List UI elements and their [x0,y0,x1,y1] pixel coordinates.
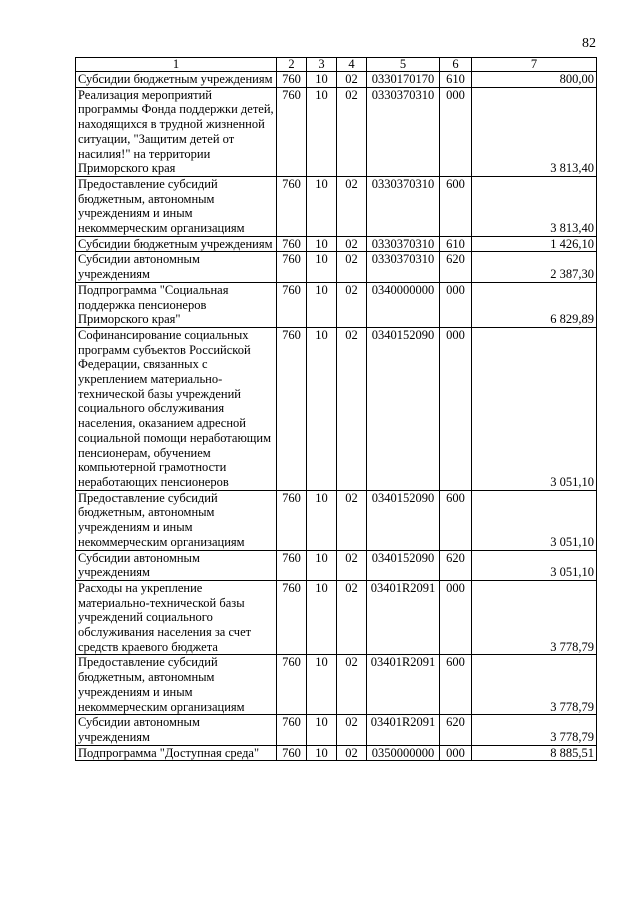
row-sum: 800,00 [472,72,597,88]
row-code-4: 02 [337,655,367,715]
row-code-4: 02 [337,252,367,282]
row-code-2: 760 [277,490,307,550]
row-code-3: 10 [307,252,337,282]
row-code-4: 02 [337,715,367,745]
row-name: Субсидии автономным учреждениям [76,715,277,745]
row-sum: 3 778,79 [472,655,597,715]
row-code-5: 03401R2091 [367,580,440,655]
row-code-6: 000 [440,282,472,327]
row-code-5: 0340000000 [367,282,440,327]
row-code-6: 000 [440,327,472,490]
table-row [76,252,597,282]
row-name: Предоставление субсидий бюджетным, автономным учреждениям и иным некоммерческим организациям [76,655,277,715]
row-code-6: 610 [440,236,472,252]
row-code-5: 03401R2091 [367,715,440,745]
header-cell: 6 [440,58,472,72]
row-code-2: 760 [277,327,307,490]
header-cell: 5 [367,58,440,72]
row-code-3: 10 [307,715,337,745]
row-name: Субсидии автономным учреждениям [76,550,277,580]
row-code-3: 10 [307,87,337,176]
row-code-6: 600 [440,655,472,715]
row-code-6: 000 [440,87,472,176]
row-code-3: 10 [307,176,337,236]
row-sum: 3 813,40 [472,176,597,236]
row-name: Расходы на укрепление материально-технической базы учреждений социального обслуживания населения за счет средств краевого бюджета [76,580,277,655]
row-code-4: 02 [337,327,367,490]
header-cell: 2 [277,58,307,72]
row-code-5: 0340152090 [367,490,440,550]
table-row [76,176,597,236]
row-code-5: 0330370310 [367,252,440,282]
row-code-2: 760 [277,580,307,655]
row-code-6: 000 [440,580,472,655]
row-sum: 3 813,40 [472,87,597,176]
row-code-2: 760 [277,745,307,761]
row-sum: 2 387,30 [472,252,597,282]
header-cell: 4 [337,58,367,72]
row-code-4: 02 [337,176,367,236]
table-row [76,282,597,327]
row-code-4: 02 [337,490,367,550]
row-sum: 3 051,10 [472,327,597,490]
row-sum: 8 885,51 [472,745,597,761]
row-code-2: 760 [277,282,307,327]
row-code-2: 760 [277,252,307,282]
row-code-2: 760 [277,72,307,88]
row-code-2: 760 [277,715,307,745]
row-code-4: 02 [337,745,367,761]
row-code-2: 760 [277,655,307,715]
row-code-4: 02 [337,87,367,176]
page-number: 82 [582,36,596,51]
row-sum: 3 051,10 [472,550,597,580]
row-code-3: 10 [307,550,337,580]
row-code-2: 760 [277,550,307,580]
row-name: Подпрограмма "Социальная поддержка пенсионеров Приморского края" [76,282,277,327]
row-code-4: 02 [337,282,367,327]
row-code-3: 10 [307,327,337,490]
header-cell: 7 [472,58,597,72]
row-code-6: 000 [440,745,472,761]
table-row [76,745,597,761]
table-row [76,87,597,176]
row-code-3: 10 [307,490,337,550]
row-code-2: 760 [277,176,307,236]
row-code-6: 620 [440,550,472,580]
row-code-3: 10 [307,580,337,655]
row-code-6: 600 [440,490,472,550]
row-code-5: 0340152090 [367,550,440,580]
table-row [76,490,597,550]
row-code-5: 0330370310 [367,87,440,176]
table-row [76,327,597,490]
row-code-6: 620 [440,252,472,282]
table-row [76,236,597,252]
row-code-3: 10 [307,282,337,327]
budget-table [75,57,597,761]
row-sum: 1 426,10 [472,236,597,252]
row-sum: 3 778,79 [472,580,597,655]
row-code-4: 02 [337,580,367,655]
row-code-3: 10 [307,72,337,88]
row-code-5: 0340152090 [367,327,440,490]
row-sum: 6 829,89 [472,282,597,327]
row-code-3: 10 [307,236,337,252]
row-code-6: 610 [440,72,472,88]
header-cell: 3 [307,58,337,72]
row-name: Субсидии бюджетным учреждениям [76,72,277,88]
row-code-2: 760 [277,87,307,176]
row-sum: 3 051,10 [472,490,597,550]
row-name: Предоставление субсидий бюджетным, автономным учреждениям и иным некоммерческим организациям [76,176,277,236]
row-code-5: 0330170170 [367,72,440,88]
row-code-5: 0350000000 [367,745,440,761]
header-row [76,58,597,72]
row-sum: 3 778,79 [472,715,597,745]
row-name: Реализация мероприятий программы Фонда поддержки детей, находящихся в трудной жизненной ситуации, "Защитим детей от насилия!" на территории Приморского края [76,87,277,176]
row-code-4: 02 [337,72,367,88]
row-name: Подпрограмма "Доступная среда" [76,745,277,761]
row-code-4: 02 [337,550,367,580]
row-name: Субсидии автономным учреждениям [76,252,277,282]
row-code-3: 10 [307,655,337,715]
row-code-6: 620 [440,715,472,745]
row-name: Предоставление субсидий бюджетным, автономным учреждениям и иным некоммерческим организациям [76,490,277,550]
table-row [76,72,597,88]
row-code-6: 600 [440,176,472,236]
table-row [76,655,597,715]
row-code-2: 760 [277,236,307,252]
table-row [76,580,597,655]
header-cell: 1 [76,58,277,72]
row-code-5: 0330370310 [367,176,440,236]
row-code-3: 10 [307,745,337,761]
row-code-5: 0330370310 [367,236,440,252]
row-name: Субсидии бюджетным учреждениям [76,236,277,252]
row-code-5: 03401R2091 [367,655,440,715]
table-row [76,550,597,580]
table-row [76,715,597,745]
row-code-4: 02 [337,236,367,252]
row-name: Софинансирование социальных программ субъектов Российской Федерации, связанных с укреплением материально-технической базы учреждений социального обслуживания населения, оказанием адресной социальной помощи неработающим пенсионерам, обучением компьютерной грамотности неработающих пенсионеров [76,327,277,490]
